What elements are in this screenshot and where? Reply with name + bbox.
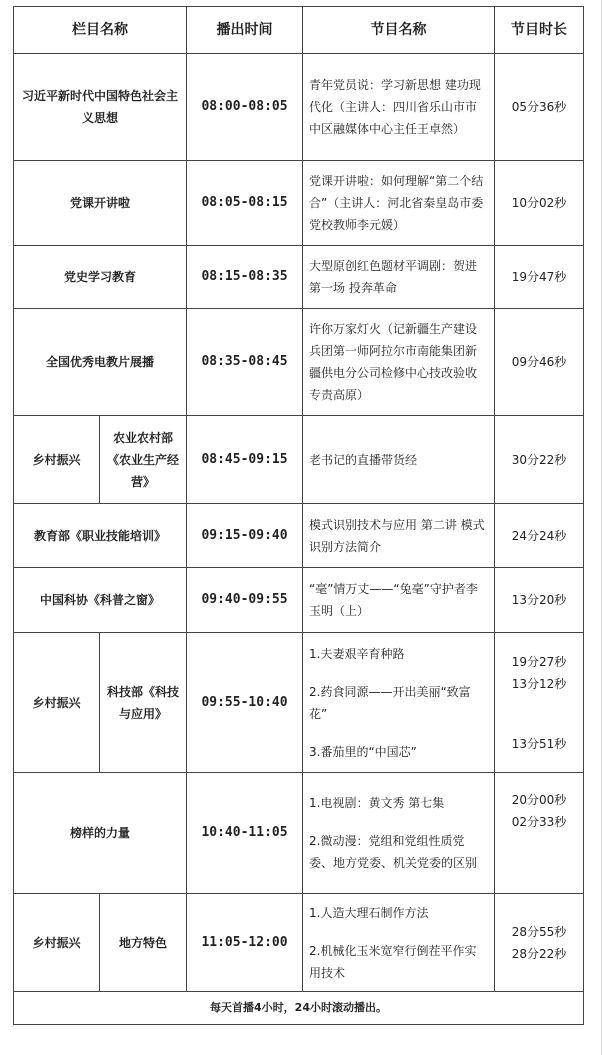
program-name: 大型原创红色题材平调剧：贺进 第一场 投奔革命 [303,246,495,309]
duration: 10分02秒 [495,161,584,246]
air-time: 08:45-09:15 [187,416,303,504]
duration-list [495,633,584,773]
column-subname: 地方特色 [100,894,187,992]
column-name: 中国科协《科普之窗》 [14,568,187,633]
duration-item: 20分00秒 [511,793,567,807]
program-item: 3.番茄里的“中国芯” [309,744,417,759]
air-time: 08:00-08:05 [187,54,303,161]
duration-item: 13分12秒 [511,676,567,691]
table-row [14,894,584,992]
duration-item: 19分27秒 [511,654,567,669]
program-list [303,773,495,894]
program-name: 老书记的直播带货经 [303,416,495,504]
program-item: 2.机械化玉米宽窄行倒茬平作实用技术 [309,943,477,980]
column-name: 党课开讲啦 [14,161,187,246]
column-subname: 农业农村部《农业生产经营》 [100,416,187,504]
program-item: 1.电视剧：黄文秀 第七集 [309,796,445,810]
table-row [14,416,584,504]
program-item: 1.夫妻艰辛育种路 [309,646,405,661]
table-row [14,161,584,246]
duration-item: 28分55秒 [511,924,567,939]
table-row [14,309,584,416]
air-time: 11:05-12:00 [187,894,303,992]
table-row [14,633,584,773]
duration: 13分20秒 [495,568,584,633]
header-duration: 节目时长 [495,7,584,54]
duration: 09分46秒 [495,309,584,416]
duration-list [495,773,584,894]
duration-list [495,894,584,992]
table-row [14,54,584,161]
air-time: 08:15-08:35 [187,246,303,309]
program-name: 党课开讲啦：如何理解“第二个结合”（主讲人：河北省秦皇岛市委党校教师李元媛） [303,161,495,246]
duration: 05分36秒 [495,54,584,161]
program-item: 1.人造大理石制作方法 [309,905,429,920]
column-name: 党史学习教育 [14,246,187,309]
column-category: 乡村振兴 [14,894,100,992]
air-time: 08:05-08:15 [187,161,303,246]
duration-item: 28分22秒 [511,946,567,961]
air-time: 09:55-10:40 [187,633,303,773]
column-category: 乡村振兴 [14,416,100,504]
program-name: 模式识别技术与应用 第二讲 模式识别方法简介 [303,504,495,568]
table-row [14,568,584,633]
header-program: 节目名称 [303,7,495,54]
program-list [303,894,495,992]
column-name: 榜样的力量 [14,773,187,894]
header-column: 栏目名称 [14,7,187,54]
column-name: 习近平新时代中国特色社会主义思想 [14,54,187,161]
program-name: “毫”情万丈——“兔毫”守护者李玉明（上） [303,568,495,633]
program-name: 青年党员说：学习新思想 建功现代化（主讲人：四川省乐山市市中区融媒体中心主任王卓然） [303,54,495,161]
footer-note: 每天首播4小时，24小时滚动播出。 [14,992,584,1025]
duration: 30分22秒 [495,416,584,504]
duration-item: 02分33秒 [511,815,567,829]
duration: 19分47秒 [495,246,584,309]
duration-item: 13分51秒 [511,736,567,751]
program-name: 许你万家灯火（记新疆生产建设兵团第一师阿拉尔市南能集团新疆供电分公司检修中心技改验收专责高原） [303,309,495,416]
program-list [303,633,495,773]
table-row [14,773,584,894]
air-time: 10:40-11:05 [187,773,303,894]
air-time: 09:40-09:55 [187,568,303,633]
schedule-table [13,6,584,1025]
air-time: 08:35-08:45 [187,309,303,416]
program-item: 2.药食同源——开出美丽“致富花” [309,684,471,721]
air-time: 09:15-09:40 [187,504,303,568]
header-time: 播出时间 [187,7,303,54]
column-name: 全国优秀电教片展播 [14,309,187,416]
duration: 24分24秒 [495,504,584,568]
footer-row [14,992,584,1025]
table-row [14,504,584,568]
column-name: 教育部《职业技能培训》 [14,504,187,568]
program-item: 2.微动漫：党组和党组性质党委、地方党委、机关党委的区别 [309,834,478,870]
table-row [14,246,584,309]
column-category: 乡村振兴 [14,633,100,773]
column-subname: 科技部《科技与应用》 [100,633,187,773]
header-row [14,7,584,54]
